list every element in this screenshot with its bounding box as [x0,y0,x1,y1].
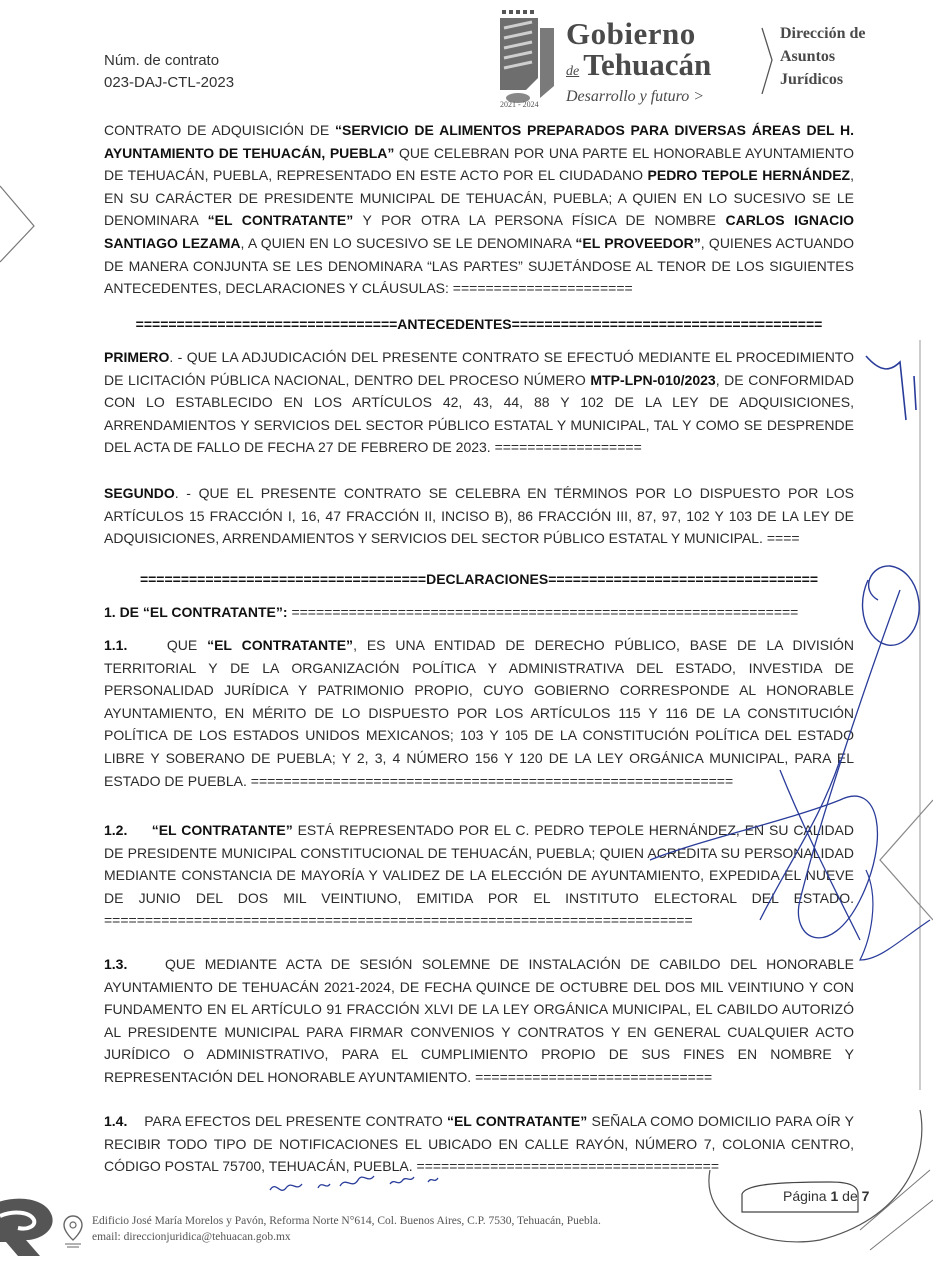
declaration-1-1: 1.1. QUE “EL CONTRATANTE”, ES UNA ENTIDAD DE DERECHO PÚBLICO, BASE DE LA DIVISIÓN TERRITORIAL Y DE LA ORGANIZACIÓN POLÍTICA Y ADMINISTRATIVA DEL ESTADO, INVESTIDA DE PERSONALIDAD JURÍDICA Y PATRIMONIO PROPIO, CUYO GOBIERNO CORRESPONDE AL HONORABLE AYUNTAMIENTO, EN MÉRITO DE LO DISPUESTO POR LOS ARTÍCULOS 115 Y 116 DE LA CONSTITUCIÓN POLÍTICA DE LOS ESTADOS UNIDOS MEXICANOS; 103 Y 105 DE LA CONSTITUCIÓN POLÍTICA DEL ESTADO LIBRE Y SOBERANO DE PUEBLA; Y 2, 3, 4 NÚMERO 156 Y 120 DE LA LEY ORGÁNICA MUNICIPAL, PARA EL ESTADO DE PUEBLA. =========================================================== [104,637,855,789]
location-pin-icon [62,1214,84,1248]
logo-tagline: Desarrollo y futuro > [566,88,705,105]
left-chevron-mark [0,186,34,262]
dept-line-1: Dirección de [780,25,866,42]
primero-paragraph: PRIMERO. - QUE LA ADJUDICACIÓN DEL PRESENTE CONTRATO SE EFECTUÓ MEDIANTE EL PROCEDIMIENTO DE LICITACIÓN PÚBLICA NACIONAL, DENTRO DEL PROCESO NÚMERO MTP-LPN-010/2023, DE CONFORMIDAD CON LO ESTABLECIDO EN LOS ARTÍCULOS 42, 43, 44, 88 Y 102 DE LA LEY DE ADQUISICIONES, ARRENDAMIENTOS Y SERVICIOS DEL SECTOR PÚBLICO ESTATAL Y MUNICIPAL, TAL Y COMO SE DESPRENDE DEL ACTA DE FALLO DE FECHA 27 DE FEBRERO DE 2023. ================== [104,349,854,456]
antecedentes-heading: ================================ANTECEDENTES====================================== [135,316,823,332]
declaration-1-3: 1.3. QUE MEDIANTE ACTA DE SESIÓN SOLEMNE DE INSTALACIÓN DE CABILDO DEL HONORABLE AYUNTAMIENTO DE TEHUACÁN 2021-2024, DE FECHA QUINCE DE OCTUBRE DEL DOS MIL VEINTIUNO Y CON FUNDAMENTO EN EL ARTÍCULO 91 FRACCIÓN XLVI DE LA LEY ORGÁNICA MUNICIPAL, EL CABILDO AUTORIZÓ AL PRESIDENTE MUNICIPAL PARA FIRMAR CONVENIOS Y CONTRATOS Y EN GENERAL CUALQUIER ACTO JURÍDICO O ADMINISTRATIVO, PARA EL CUMPLIMIENTO PROPIO DE SUS FINES EN NOMBRE Y REPRESENTACIÓN DEL HONORABLE AYUNTAMIENTO. ============================= [104,956,855,1085]
segundo-paragraph: SEGUNDO. - QUE EL PRESENTE CONTRATO SE CELEBRA EN TÉRMINOS POR LO DISPUESTO POR LOS ARTÍCULOS 15 FRACCIÓN I, 16, 47 FRACCIÓN II, INCISO B), 86 FRACCIÓN III, 87, 97, 102 Y 103 DE LA LEY DE ADQUISICIONES, ARRENDAMIENTOS Y SERVICIOS DEL SECTOR PÚBLICO ESTATAL Y MUNICIPAL. ==== [104,485,854,547]
signature-circle [863,566,920,645]
footer-email: email: direccionjuridica@tehuacan.gob.mx [92,1231,291,1243]
dept-line-2: Asuntos [780,48,836,65]
footer-address-block [92,1213,601,1245]
declaration-1-4: 1.4. PARA EFECTOS DEL PRESENTE CONTRATO “EL CONTRATANTE” SEÑALA COMO DOMICILIO PARA OÍR Y RECIBIR TODO TIPO DE NOTIFICACIONES EL UBICADO EN CALLE RAYÓN, NÚMERO 7, COLONIA CENTRO, CÓDIGO POSTAL 75700, TEHUACÁN, PUEBLA. ===================================== [104,1113,854,1175]
bottom-right-slash [860,1170,933,1250]
footer-address: Edificio José María Morelos y Pavón, Reforma Norte N°614, Col. Buenos Aires, C.P. 7530, Tehuacán, Puebla. [92,1215,601,1227]
dept-line-3: Jurídicos [780,71,844,88]
initials-top [866,356,916,420]
contract-label: Núm. de contrato [104,52,220,69]
signature-cross [760,760,860,940]
contract-number: 023-DAJ-CTL-2023 [104,74,235,91]
logo-gobierno: Gobierno [566,16,696,51]
declaration-1-2: 1.2. “EL CONTRATANTE” ESTÁ REPRESENTADO POR EL C. PEDRO TEPOLE HERNÁNDEZ, EN SU CALIDAD DE PRESIDENTE MUNICIPAL CONSTITUCIONAL DE TEHUACÁN, PUEBLA; QUIEN ACREDITA SU PERSONALIDAD MEDIANTE CONSTANCIA DE MAYORÍA Y VALIDEZ DE LA ELECCIÓN DE AYUNTAMIENTO, EXPEDIDA EL NUEVE DE JUNIO DEL DOS MIL VEINTIUNO, EMITIDA POR EL INSTITUTO ELECTORAL DEL ESTADO. ======================================================================== [104,822,855,929]
page-number: Página 1 de 7 [783,1188,870,1204]
handwritten-signature-text [270,1176,438,1190]
declaration-1-heading: 1. DE “EL CONTRATANTE”: ============================================================== [104,604,799,620]
right-bracket-mark [880,800,933,920]
bottom-signature-arc [709,1110,922,1242]
logo-tehuacan: Tehuacán [583,47,712,82]
contract-intro-paragraph: CONTRATO DE ADQUISICIÓN DE “SERVICIO DE ALIMENTOS PREPARADOS PARA DIVERSAS ÁREAS DEL H. AYUNTAMIENTO DE TEHUACÁN, PUEBLA” QUE CELEBRAN POR UNA PARTE EL HONORABLE AYUNTAMIENTO DE TEHUACÁN, PUEBLA, REPRESENTADO EN ESTE ACTO POR EL CIUDADANO PEDRO TEPOLE HERNÁNDEZ, EN SU CARÁCTER DE PRESIDENTE MUNICIPAL DE TEHUACÁN, PUEBLA; A QUIEN EN LO SUCESIVO SE LE DENOMINARA “EL CONTRATANTE” Y POR OTRA LA PERSONA FÍSICA DE NOMBRE CARLOS IGNACIO SANTIAGO LEZAMA, A QUIEN EN LO SUCESIVO SE LE DENOMINARA “EL PROVEEDOR”, QUIENES ACTUANDO DE MANERA CONJUNTA SE LES DENOMINARA “LAS PARTES” SUJETÁNDOSE AL TENOR DE LOS SIGUIENTES ANTECEDENTES, DECLARACIONES Y CLÁUSULAS: ====================== [104,122,855,297]
signature-loop-large [650,590,900,938]
declaraciones-heading: ===================================DECLARACIONES================================= [139,571,819,587]
logo-years: 2021 - 2024 [500,100,539,109]
footer-logo-icon [0,1196,60,1256]
logo-de: de [566,64,580,79]
